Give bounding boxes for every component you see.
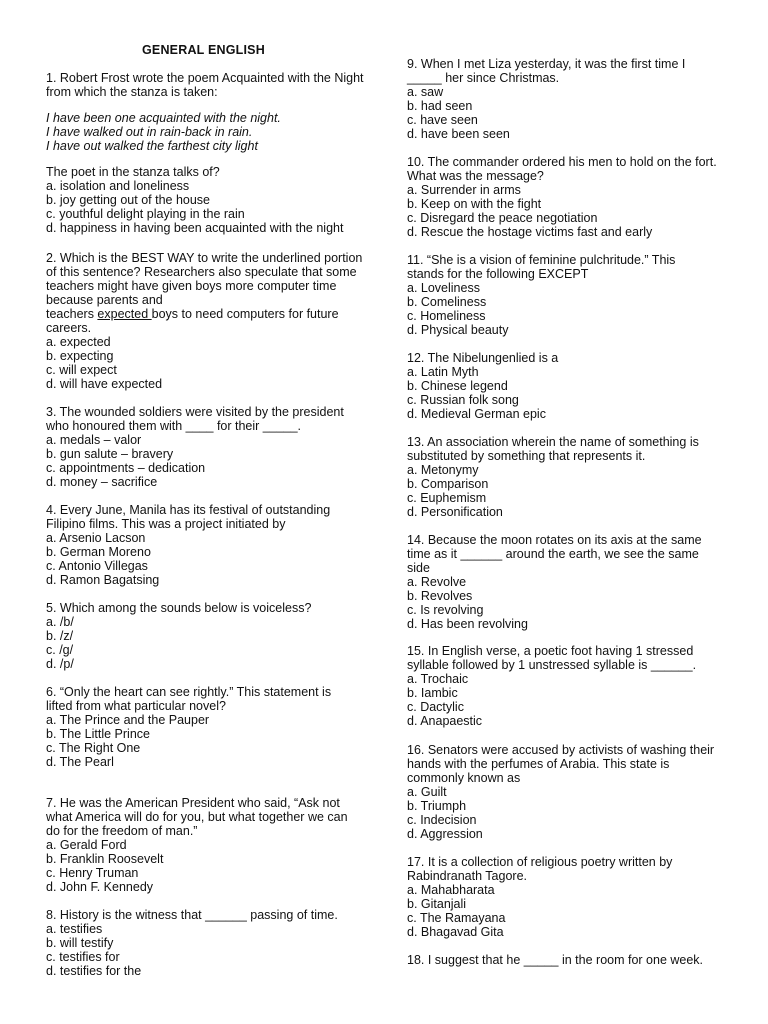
question-stem: 10. The commander ordered his men to hold on the fort. What was the message? bbox=[407, 155, 717, 183]
option-d: d. Physical beauty bbox=[407, 323, 509, 337]
option-d: d. /p/ bbox=[46, 657, 74, 671]
question-stem: 16. Senators were accused by activists of washing their hands with the perfumes of Arabia. This state is commonly known as bbox=[407, 743, 715, 785]
option-d: d. happiness in having been acquainted with the night bbox=[46, 221, 344, 235]
question-17 bbox=[407, 855, 707, 939]
option-list bbox=[46, 531, 364, 587]
option-a: a. testifies bbox=[46, 922, 103, 936]
option-list bbox=[407, 365, 725, 421]
option-b: b. Comparison bbox=[407, 477, 489, 491]
option-a: a. isolation and loneliness bbox=[46, 179, 190, 193]
option-list bbox=[407, 575, 725, 631]
question-2 bbox=[46, 251, 364, 391]
option-b: b. The Little Prince bbox=[46, 727, 150, 741]
option-list bbox=[407, 85, 712, 141]
option-list bbox=[407, 183, 725, 239]
sentence-end: boys to need computers for future careers. bbox=[46, 307, 339, 335]
question-stem: 11. “She is a vision of feminine pulchritude.” This stands for the following EXCEPT bbox=[407, 253, 676, 281]
question-stem: 9. When I met Liza yesterday, it was the first time I _____ her since Christmas. bbox=[407, 57, 686, 85]
question-5 bbox=[46, 601, 364, 671]
question-stem: 5. Which among the sounds below is voiceless? bbox=[46, 601, 312, 615]
option-b: b. Gitanjali bbox=[407, 897, 467, 911]
question-stem: 2. Which is the BEST WAY to write the underlined portion of this sentence? Researchers also speculate that some teachers might have given boys more computer time because parents and bbox=[46, 251, 363, 307]
option-d: d. The Pearl bbox=[46, 755, 114, 769]
option-b: b. Iambic bbox=[407, 686, 458, 700]
option-c: c. appointments – dedication bbox=[46, 461, 206, 475]
question-stem: 7. He was the American President who said, “Ask not what America will do for you, but what together we can do for the freedom of man.” bbox=[46, 796, 348, 838]
page-title: GENERAL ENGLISH bbox=[142, 43, 265, 57]
option-list bbox=[407, 785, 725, 841]
option-d: d. Personification bbox=[407, 505, 503, 519]
option-a: a. medals – valor bbox=[46, 433, 142, 447]
option-b: b. gun salute – bravery bbox=[46, 447, 174, 461]
option-c: c. Euphemism bbox=[407, 491, 487, 505]
option-d: d. Aggression bbox=[407, 827, 483, 841]
option-a: a. /b/ bbox=[46, 615, 74, 629]
option-list bbox=[407, 672, 725, 728]
option-d: d. will have expected bbox=[46, 377, 163, 391]
option-a: a. Latin Myth bbox=[407, 365, 479, 379]
question-16 bbox=[407, 743, 725, 841]
option-a: a. Surrender in arms bbox=[407, 183, 521, 197]
option-list bbox=[46, 713, 356, 769]
option-a: a. Loveliness bbox=[407, 281, 480, 295]
option-d: d. Rescue the hostage victims fast and early bbox=[407, 225, 653, 239]
option-d: d. Medieval German epic bbox=[407, 407, 546, 421]
poem-line: I have been one acquainted with the night. bbox=[46, 111, 281, 125]
option-b: b. Triumph bbox=[407, 799, 467, 813]
poem-stanza bbox=[46, 111, 364, 153]
question-stem-2: The poet in the stanza talks of? bbox=[46, 165, 220, 179]
option-c: c. Dactylic bbox=[407, 700, 464, 714]
option-d: d. testifies for the bbox=[46, 964, 142, 978]
option-d: d. Bhagavad Gita bbox=[407, 925, 504, 939]
option-a: a. Trochaic bbox=[407, 672, 469, 686]
option-a: a. Metonymy bbox=[407, 463, 479, 477]
option-a: a. Mahabharata bbox=[407, 883, 495, 897]
option-c: c. will expect bbox=[46, 363, 117, 377]
option-d: d. Ramon Bagatsing bbox=[46, 573, 160, 587]
question-12 bbox=[407, 351, 725, 421]
poem-line: I have out walked the farthest city light bbox=[46, 139, 258, 153]
option-a: a. Arsenio Lacson bbox=[46, 531, 146, 545]
question-14 bbox=[407, 533, 725, 631]
option-c: c. Homeliness bbox=[407, 309, 486, 323]
option-c: c. Indecision bbox=[407, 813, 477, 827]
option-d: d. have been seen bbox=[407, 127, 510, 141]
option-b: b. Franklin Roosevelt bbox=[46, 852, 164, 866]
option-list bbox=[46, 335, 364, 391]
option-list bbox=[46, 179, 364, 235]
option-c: c. The Ramayana bbox=[407, 911, 506, 925]
option-c: c. The Right One bbox=[46, 741, 141, 755]
option-c: c. Russian folk song bbox=[407, 393, 519, 407]
question-stem: 18. I suggest that he _____ in the room for one week. bbox=[407, 953, 704, 967]
option-a: a. expected bbox=[46, 335, 111, 349]
question-3 bbox=[46, 405, 358, 489]
question-13 bbox=[407, 435, 725, 519]
sentence-start: teachers bbox=[46, 307, 98, 321]
option-d: d. John F. Kennedy bbox=[46, 880, 154, 894]
question-stem: 13. An association wherein the name of something is substituted by something that represents it. bbox=[407, 435, 699, 463]
option-b: b. /z/ bbox=[46, 629, 74, 643]
poem-line: I have walked out in rain-back in rain. bbox=[46, 125, 253, 139]
option-b: b. Revolves bbox=[407, 589, 473, 603]
question-stem: 12. The Nibelungenlied is a bbox=[407, 351, 559, 365]
option-c: c. /g/ bbox=[46, 643, 74, 657]
option-d: d. Has been revolving bbox=[407, 617, 528, 631]
question-stem-sentence bbox=[46, 307, 364, 335]
option-b: b. Chinese legend bbox=[407, 379, 508, 393]
option-a: a. The Prince and the Pauper bbox=[46, 713, 210, 727]
option-c: c. have seen bbox=[407, 113, 478, 127]
question-stem: 4. Every June, Manila has its festival of outstanding Filipino films. This was a project initiated by bbox=[46, 503, 331, 531]
option-b: b. joy getting out of the house bbox=[46, 193, 211, 207]
option-list bbox=[46, 922, 364, 978]
question-stem: 3. The wounded soldiers were visited by the president who honoured them with ____ for their _____. bbox=[46, 405, 344, 433]
option-b: b. German Moreno bbox=[46, 545, 151, 559]
option-d: d. money – sacrifice bbox=[46, 475, 158, 489]
option-a: a. Revolve bbox=[407, 575, 467, 589]
question-1 bbox=[46, 71, 364, 235]
option-a: a. Guilt bbox=[407, 785, 447, 799]
question-7 bbox=[46, 796, 364, 894]
question-9 bbox=[407, 57, 712, 141]
question-8 bbox=[46, 908, 364, 978]
option-b: b. had seen bbox=[407, 99, 473, 113]
option-d: d. Anapaestic bbox=[407, 714, 483, 728]
option-list bbox=[407, 281, 707, 337]
option-list bbox=[407, 463, 725, 519]
option-list bbox=[46, 615, 364, 671]
option-c: c. Antonio Villegas bbox=[46, 559, 148, 573]
option-c: c. testifies for bbox=[46, 950, 120, 964]
question-15 bbox=[407, 644, 725, 728]
option-c: c. Is revolving bbox=[407, 603, 484, 617]
option-a: a. saw bbox=[407, 85, 444, 99]
question-stem: 17. It is a collection of religious poetry written by Rabindranath Tagore. bbox=[407, 855, 673, 883]
option-b: b. expecting bbox=[46, 349, 114, 363]
option-a: a. Gerald Ford bbox=[46, 838, 127, 852]
option-c: c. youthful delight playing in the rain bbox=[46, 207, 245, 221]
question-18 bbox=[407, 953, 725, 967]
question-stem: 6. “Only the heart can see rightly.” This statement is lifted from what particular novel? bbox=[46, 685, 332, 713]
option-b: b. Keep on with the fight bbox=[407, 197, 542, 211]
option-list bbox=[46, 838, 364, 894]
option-c: c. Disregard the peace negotiation bbox=[407, 211, 598, 225]
question-stem: 1. Robert Frost wrote the poem Acquainted with the Night from which the stanza is taken: bbox=[46, 71, 364, 99]
question-stem: 8. History is the witness that ______ passing of time. bbox=[46, 908, 338, 922]
option-b: b. Comeliness bbox=[407, 295, 487, 309]
question-11 bbox=[407, 253, 707, 337]
question-10 bbox=[407, 155, 725, 239]
option-list bbox=[46, 433, 358, 489]
option-list bbox=[407, 883, 707, 939]
question-stem: 15. In English verse, a poetic foot having 1 stressed syllable followed by 1 unstressed syllable is ______. bbox=[407, 644, 697, 672]
question-stem: 14. Because the moon rotates on its axis at the same time as it ______ around the earth, we see the same side bbox=[407, 533, 702, 575]
underlined-portion: expected bbox=[97, 307, 152, 321]
question-6 bbox=[46, 685, 356, 769]
question-4 bbox=[46, 503, 364, 587]
option-b: b. will testify bbox=[46, 936, 114, 950]
option-c: c. Henry Truman bbox=[46, 866, 139, 880]
